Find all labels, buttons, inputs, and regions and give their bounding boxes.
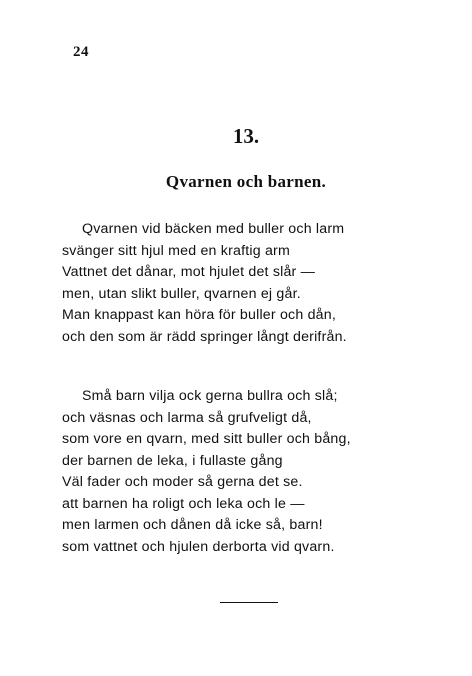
poem-line: Väl fader och moder så gerna det se. <box>62 474 303 490</box>
poem-line: som vattnet och hjulen derborta vid qvarn. <box>62 538 335 555</box>
page-number: 24 <box>73 44 89 60</box>
poem-line: Qvarnen vid bäcken med buller och larm <box>82 221 345 237</box>
poem-line: svänger sitt hjul med en kraftig arm <box>62 242 290 259</box>
stanza-2 <box>62 386 442 558</box>
poem-line: att barnen ha roligt och leka och le — <box>62 495 305 512</box>
poem-line: men, utan slikt buller, qvarnen ej går. <box>62 285 301 302</box>
poem-line: och den som är rädd springer långt derifrån. <box>62 328 347 345</box>
stanza-1 <box>62 219 442 348</box>
end-rule <box>220 602 278 603</box>
poem-line: men larmen och dånen då icke så, barn! <box>62 517 323 533</box>
poem-number: 13. <box>232 124 260 148</box>
poem-title: Qvarnen och barnen. <box>165 172 327 191</box>
poem-line: och väsnas och larma så grufveligt då, <box>62 409 312 426</box>
poem-line: Små barn vilja ock gerna bullra och slå; <box>82 388 338 404</box>
poem-line: Vattnet det dånar, mot hjulet det slår — <box>62 264 316 280</box>
poem-line: Man knappast kan höra för buller och dån, <box>62 307 336 323</box>
poem-line: som vore en qvarn, med sitt buller och bång, <box>62 431 351 447</box>
poem-line: der barnen de leka, i fullaste gång <box>62 452 283 469</box>
